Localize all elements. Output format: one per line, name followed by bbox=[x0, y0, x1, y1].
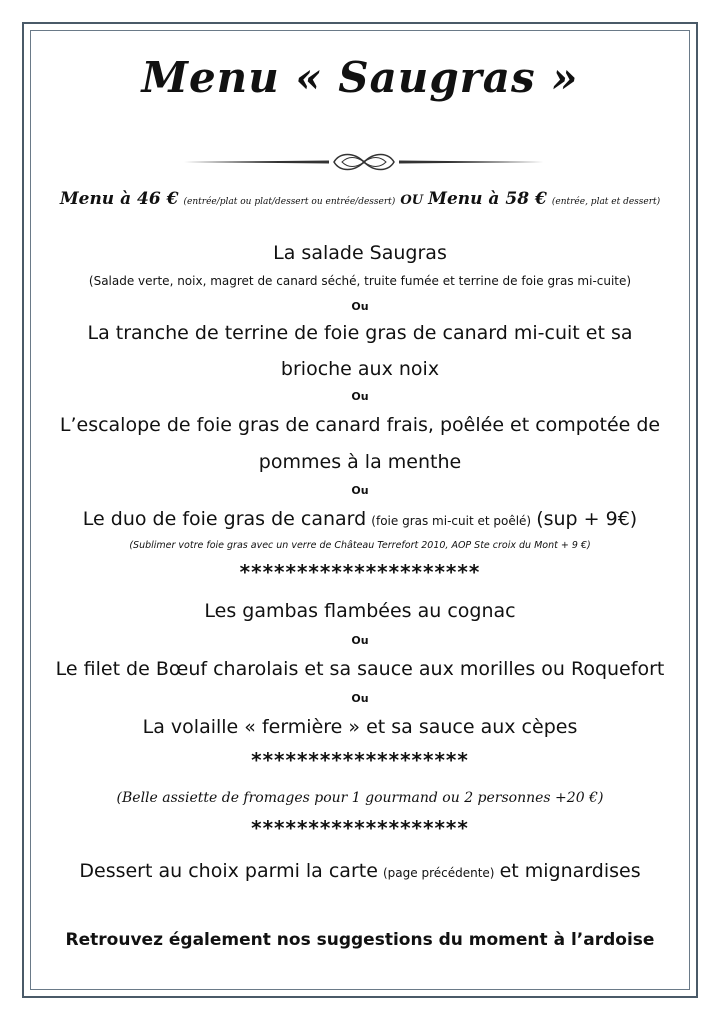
or-separator: Ou bbox=[351, 692, 369, 705]
asterisk-separator: ******************* bbox=[251, 748, 469, 772]
or-separator: Ou bbox=[351, 484, 369, 497]
main-volaille: La volaille « fermière » et sa sauce aux cèpes bbox=[142, 716, 578, 738]
menu-prices bbox=[34, 184, 686, 217]
starter-duo-supplement: (sup + 9€) bbox=[536, 508, 638, 530]
cheese-plate-note: (Belle assiette de fromages pour 1 gourmand ou 2 personnes +20 €) bbox=[116, 790, 604, 806]
asterisk-separator: ********************* bbox=[239, 560, 481, 584]
dessert-line bbox=[34, 860, 686, 882]
or-text: OU bbox=[400, 193, 424, 208]
starter-duo-detail: (foie gras mi-cuit et poêlé) bbox=[371, 514, 532, 528]
starter-escalope-line2: pommes à la menthe bbox=[258, 451, 462, 473]
starter-duo-foie-gras bbox=[34, 508, 686, 530]
menu-title: Menu « Saugras » bbox=[141, 53, 579, 102]
menu-46-detail: (entrée/plat ou plat/dessert ou entrée/dessert) bbox=[183, 197, 396, 207]
ornament-divider-icon bbox=[184, 150, 544, 174]
starter-duo-name: Le duo de foie gras de canard bbox=[82, 508, 367, 530]
menu-58-label: Menu à 58 € bbox=[428, 189, 547, 209]
main-filet-boeuf: Le filet de Bœuf charolais et sa sauce aux morilles ou Roquefort bbox=[55, 658, 665, 680]
footer-ardoise-note: Retrouvez également nos suggestions du moment à l’ardoise bbox=[65, 930, 655, 950]
dessert-detail: (page précédente) bbox=[383, 866, 495, 880]
menu-46-label: Menu à 46 € bbox=[59, 189, 179, 209]
starter-salade-description: (Salade verte, noix, magret de canard séché, truite fumée et terrine de foie gras mi-cuite) bbox=[88, 274, 632, 288]
starter-escalope-line1: L’escalope de foie gras de canard frais, poêlée et compotée de bbox=[59, 414, 661, 436]
starter-salade-saugras: La salade Saugras bbox=[273, 242, 447, 264]
or-separator: Ou bbox=[351, 634, 369, 647]
or-separator: Ou bbox=[351, 390, 369, 403]
main-gambas: Les gambas flambées au cognac bbox=[204, 600, 516, 622]
asterisk-separator: ******************* bbox=[251, 816, 469, 840]
menu-content bbox=[34, 34, 686, 986]
wine-pairing-note: (Sublimer votre foie gras avec un verre de Château Terrefort 2010, AOP Ste croix du Mont + 9 €) bbox=[129, 540, 591, 551]
starter-terrine-line2: brioche aux noix bbox=[280, 358, 440, 380]
dessert-main: Dessert au choix parmi la carte bbox=[79, 860, 378, 882]
dessert-end: et mignardises bbox=[499, 860, 641, 882]
or-separator: Ou bbox=[351, 300, 369, 313]
starter-terrine-line1: La tranche de terrine de foie gras de canard mi-cuit et sa bbox=[87, 322, 633, 344]
menu-58-detail: (entrée, plat et dessert) bbox=[551, 197, 661, 207]
